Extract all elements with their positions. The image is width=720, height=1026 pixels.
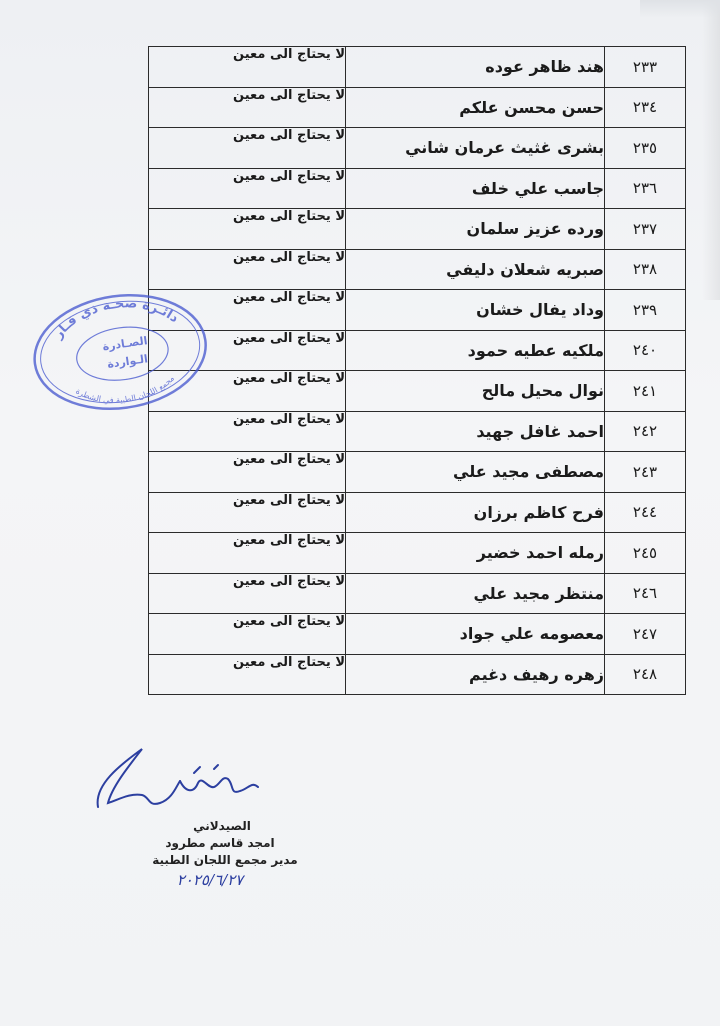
table-row <box>149 249 686 290</box>
assistance-status: لا يحتاج الى معين <box>149 168 346 209</box>
signature-date: ٢٠٢٥/٦/٢٧ <box>176 871 244 889</box>
assistance-status: لا يحتاج الى معين <box>149 614 346 655</box>
stamp-outer-text: دائـرة صحـة ذي قـار <box>50 296 182 342</box>
assistance-status: لا يحتاج الى معين <box>149 87 346 128</box>
table-row <box>149 330 686 371</box>
row-number: ٢٣٧ <box>605 209 686 250</box>
assistance-status: لا يحتاج الى معين <box>149 290 346 331</box>
assistance-status: لا يحتاج الى معين <box>149 452 346 493</box>
person-name: منتظر مجيد علي <box>346 573 605 614</box>
row-number: ٢٤٦ <box>605 573 686 614</box>
row-number: ٢٤١ <box>605 371 686 412</box>
person-name: بشرى غثيث عرمان شاني <box>346 128 605 169</box>
assistance-status: لا يحتاج الى معين <box>149 47 346 88</box>
assistance-status: لا يحتاج الى معين <box>149 128 346 169</box>
row-number: ٢٣٣ <box>605 47 686 88</box>
person-name: نوال محيل مالح <box>346 371 605 412</box>
row-number: ٢٣٨ <box>605 249 686 290</box>
person-name: هند ظاهر عوده <box>346 47 605 88</box>
page-fold-shadow <box>640 0 720 18</box>
page-shadow-edge <box>702 0 720 300</box>
table-row <box>149 87 686 128</box>
signatory-name: امجد قاسم مطرود <box>165 836 275 850</box>
row-number: ٢٣٩ <box>605 290 686 331</box>
person-name: ورده عزيز سلمان <box>346 209 605 250</box>
person-name: زهره رهيف دغيم <box>346 654 605 695</box>
beneficiaries-table <box>148 46 686 695</box>
table-row <box>149 614 686 655</box>
person-name: فرح كاظم برزان <box>346 492 605 533</box>
table-row <box>149 411 686 452</box>
table-row <box>149 209 686 250</box>
row-number: ٢٣٦ <box>605 168 686 209</box>
person-name: حسن محسن علكم <box>346 87 605 128</box>
person-name: جاسب علي خلف <box>346 168 605 209</box>
assistance-status: لا يحتاج الى معين <box>149 249 346 290</box>
signatory-title: الصيدلاني <box>193 819 251 833</box>
table-row <box>149 492 686 533</box>
stamp-inner-text: مجمع اللجان الطبية في الشطرة <box>74 373 176 405</box>
stamp-center-line1: الصـادرة <box>101 334 149 354</box>
row-number: ٢٣٤ <box>605 87 686 128</box>
table-row <box>149 47 686 88</box>
assistance-status: لا يحتاج الى معين <box>149 209 346 250</box>
person-name: وداد يفال خشان <box>346 290 605 331</box>
handwritten-signature <box>90 745 270 825</box>
table-row <box>149 290 686 331</box>
table-row <box>149 168 686 209</box>
official-stamp <box>22 278 217 424</box>
assistance-status: لا يحتاج الى معين <box>149 330 346 371</box>
row-number: ٢٤٥ <box>605 533 686 574</box>
row-number: ٢٣٥ <box>605 128 686 169</box>
row-number: ٢٤٠ <box>605 330 686 371</box>
assistance-status: لا يحتاج الى معين <box>149 533 346 574</box>
stamp-center-line2: الـواردة <box>106 352 149 371</box>
person-name: صبريه شعلان دليفي <box>346 249 605 290</box>
table-row <box>149 452 686 493</box>
person-name: مصطفى مجيد علي <box>346 452 605 493</box>
row-number: ٢٤٢ <box>605 411 686 452</box>
signature-block <box>90 745 310 915</box>
assistance-status: لا يحتاج الى معين <box>149 654 346 695</box>
person-name: معصومه علي جواد <box>346 614 605 655</box>
table-body <box>149 47 686 695</box>
person-name: احمد غافل جهيد <box>346 411 605 452</box>
table-row <box>149 128 686 169</box>
row-number: ٢٤٨ <box>605 654 686 695</box>
svg-text:مجمع اللجان الطبية في الشطرة <box>73 373 178 411</box>
table-row <box>149 533 686 574</box>
assistance-status: لا يحتاج الى معين <box>149 492 346 533</box>
row-number: ٢٤٣ <box>605 452 686 493</box>
assistance-status: لا يحتاج الى معين <box>149 371 346 412</box>
table-row <box>149 371 686 412</box>
table-row <box>149 573 686 614</box>
assistance-status: لا يحتاج الى معين <box>149 573 346 614</box>
row-number: ٢٤٧ <box>605 614 686 655</box>
assistance-status: لا يحتاج الى معين <box>149 411 346 452</box>
person-name: رمله احمد خضير <box>346 533 605 574</box>
person-name: ملكيه عطيه حمود <box>346 330 605 371</box>
row-number: ٢٤٤ <box>605 492 686 533</box>
signatory-role: مدير مجمع اللجان الطبية <box>152 853 298 867</box>
table-row <box>149 654 686 695</box>
